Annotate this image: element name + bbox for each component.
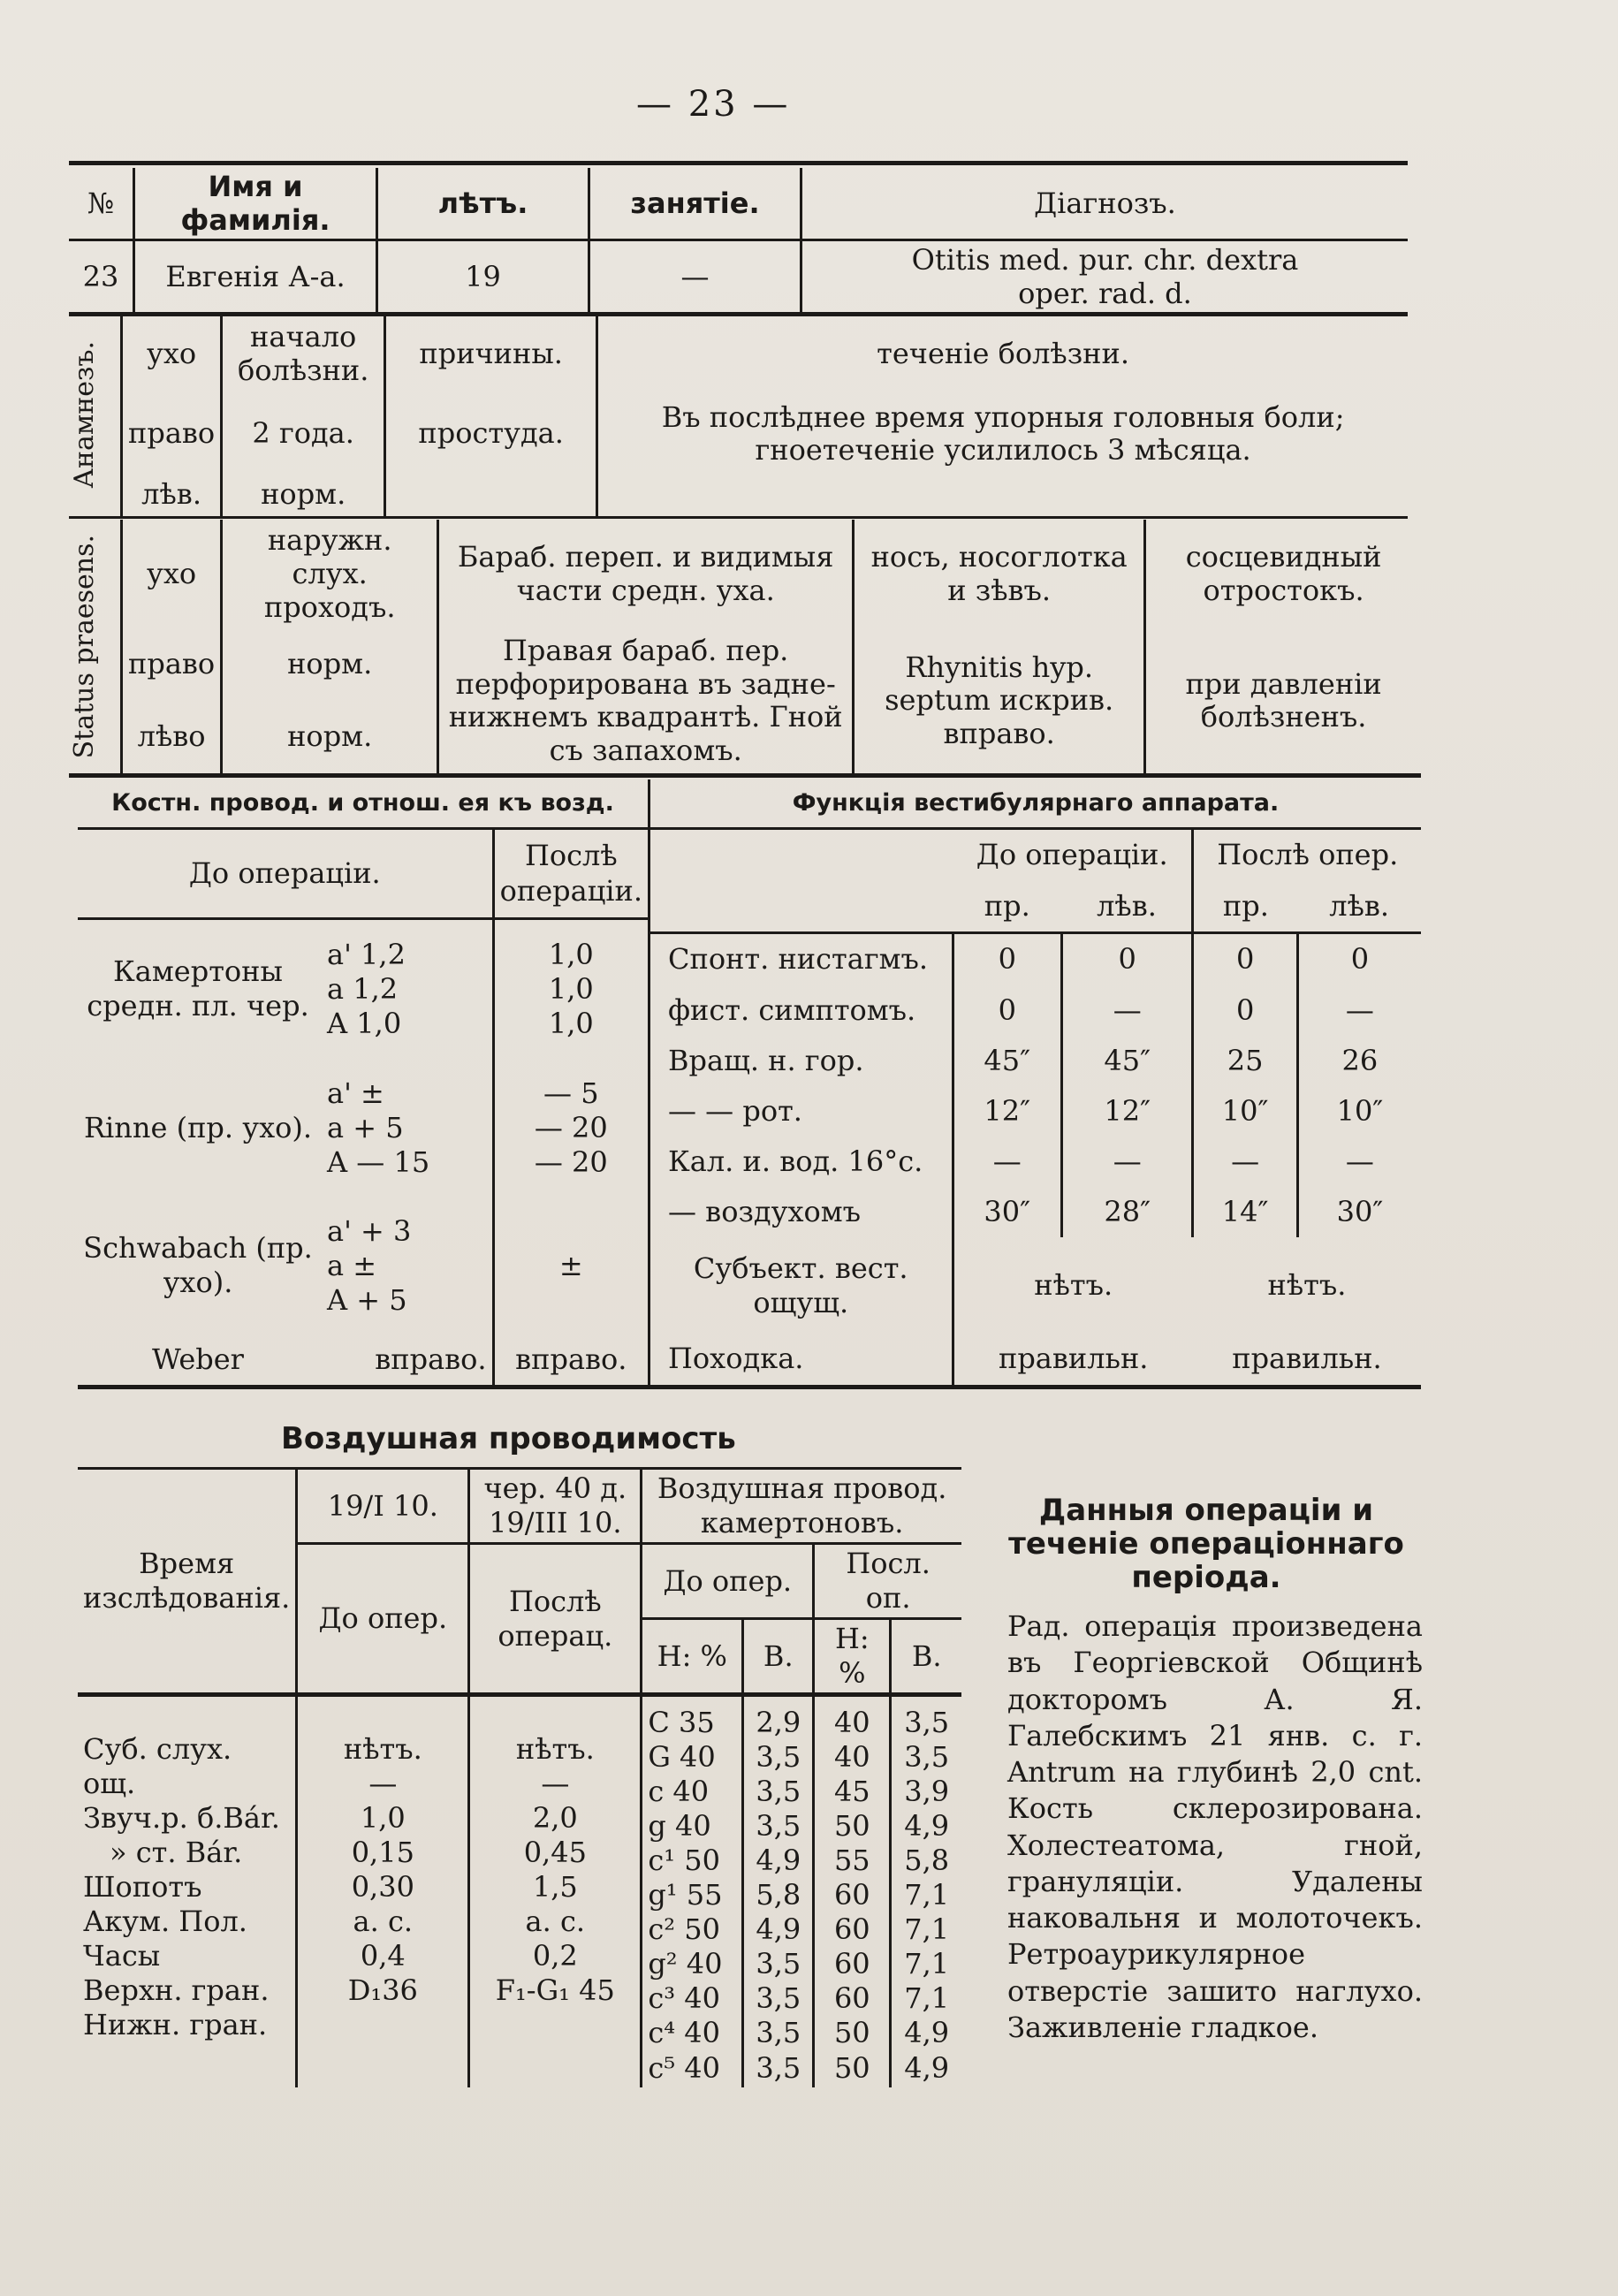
tf-b2: 4,9	[904, 2016, 950, 2050]
air-before-value: 1,0	[360, 1801, 406, 1836]
bone-after: Послѣ операціи.	[493, 829, 648, 919]
status-drum: Бараб. переп. и видимыя части средн. уха.	[438, 520, 854, 629]
tf-before: До опер.	[642, 1544, 814, 1619]
tuning-values	[318, 919, 493, 1059]
vest-row-label: Спонт. нистагмъ.	[649, 933, 953, 985]
tf-after-h	[814, 1695, 891, 2087]
tf-b-after: В.	[891, 1619, 961, 1695]
vest-row	[649, 1187, 1422, 1237]
anamnesis-ear: ухо	[122, 314, 222, 395]
tf-b2: 4,9	[904, 1809, 950, 1844]
tuning-after-2: 1,0	[548, 971, 594, 1006]
tf-after-b	[891, 1695, 961, 2087]
tf-b-before: В.	[743, 1619, 814, 1695]
weber-after: вправо.	[493, 1335, 648, 1387]
tf-h2: 50	[833, 2016, 870, 2050]
air-after-value: —	[541, 1767, 570, 1801]
tf-b2: 3,5	[904, 1706, 950, 1740]
vest-row	[649, 1086, 1422, 1137]
air-after-value: a. c.	[525, 1904, 586, 1939]
air-after-value: 2,0	[532, 1801, 578, 1836]
air-row-label: Нижн. гран.	[83, 2008, 268, 2042]
air-before-value: —	[368, 1767, 398, 1801]
tf-h-after: Н: %	[814, 1619, 891, 1695]
tf-b1: 3,5	[756, 1775, 801, 1809]
tf-h1: c 40	[648, 1775, 710, 1809]
top-rule	[69, 161, 1408, 165]
air-before-value: нѣтъ.	[343, 1732, 422, 1767]
rinne-after-2: — 20	[534, 1110, 608, 1144]
vest-cell: —	[1297, 985, 1421, 1036]
vest-row	[649, 1137, 1422, 1187]
row-name: Евгенія А-а.	[134, 240, 377, 315]
tuning-after-1: 1,0	[548, 937, 594, 971]
air-title: Воздушная проводимость	[281, 1421, 736, 1456]
tf-b1: 3,5	[756, 2016, 801, 2050]
tf-h2: 60	[833, 1981, 870, 2016]
vest-cell: —	[1193, 1137, 1297, 1187]
anamnesis-right-cause: простуда.	[385, 395, 597, 473]
air-time-label: Время изслѣдованія.	[83, 1547, 291, 1616]
vest-cell: —	[1062, 1137, 1193, 1187]
air-before: До опер.	[297, 1544, 469, 1695]
vest-cell: 45″	[1062, 1036, 1193, 1086]
tf-b2: 7,1	[904, 1878, 950, 1912]
col-age: лѣтъ.	[377, 168, 589, 240]
vest-cell: —	[1062, 985, 1193, 1036]
vest-cell: 12″	[1062, 1086, 1193, 1137]
air-before-value: 0,30	[351, 1870, 414, 1904]
air-after-value: 0,2	[532, 1939, 578, 1973]
tf-b2: 7,1	[904, 1981, 950, 2016]
air-before-value: a. c.	[353, 1904, 414, 1939]
weber-before: вправо.	[375, 1342, 487, 1377]
anamnesis-right-course: Въ послѣднее время упорныя головныя боли; гноетеченіе усилилось 3 мѣсяца.	[597, 395, 1408, 473]
vest-cell: 0	[953, 985, 1062, 1036]
vest-cell: 0	[1297, 933, 1421, 985]
vest-cell: 28″	[1062, 1187, 1193, 1237]
tf-h1: g 40	[648, 1809, 711, 1844]
tf-before-h	[642, 1695, 743, 2087]
weber-label: Weber	[152, 1342, 244, 1377]
anamnesis-left: лѣв.	[122, 473, 222, 517]
operation-text: Рад. операція произведена въ Георгіевской Общинѣ докторомъ А. Я. Галебскимъ 21 янв. с. г. Antrum на глубинѣ 2,0 cnt. Кость склерозирована. Холестеатома, гной, грануляціи. Удалены наковальня и молоточекъ. Ретроаурикулярное отверстіе зашито наглухо. Заживленіе гладкое.	[1007, 1609, 1423, 2044]
vest-before: До операціи.	[976, 838, 1168, 872]
vest-row-label: Кал. и. вод. 16°с.	[649, 1137, 953, 1187]
rinne-after-3: — 20	[534, 1144, 608, 1179]
air-after: Послѣ операц.	[469, 1544, 642, 1695]
tf-h-before: Н: %	[642, 1619, 743, 1695]
rinne-after-1: — 5	[543, 1076, 599, 1110]
status-label: Status praesens.	[69, 534, 100, 759]
rinne-row-1: a' ±	[327, 1076, 384, 1110]
tf-b1: 3,5	[756, 1947, 801, 1981]
tf-before-b	[743, 1695, 814, 2087]
tuning-label: Камертоны средн. пл. чер.	[87, 954, 309, 1023]
air-row-label: Акум. Пол.	[83, 1904, 247, 1939]
tf-b1: 4,9	[756, 1844, 801, 1878]
tf-b2: 4,9	[904, 2050, 950, 2085]
vest-cell: 10″	[1193, 1086, 1297, 1137]
tf-b2: 3,9	[904, 1775, 950, 1809]
air-date-2: чер. 40 д. 19/III 10.	[469, 1469, 642, 1544]
schwabach-values	[318, 1197, 493, 1334]
tf-b2: 7,1	[904, 1912, 950, 1947]
tf-h1: g¹ 55	[648, 1878, 723, 1912]
rinne-label: Rinne (пр. ухо).	[83, 1110, 313, 1144]
vest-cell: 0	[953, 933, 1062, 985]
tf-b2: 5,8	[904, 1844, 950, 1878]
air-labels	[78, 1695, 297, 2087]
air-conduction-table	[78, 1467, 961, 2087]
bone-conduction-table	[78, 779, 648, 1389]
tf-h2: 50	[833, 1809, 870, 1844]
diagnosis-line-1: Otitis med. pur. chr. dextra	[911, 243, 1299, 277]
anamnesis-label: Анамнезъ.	[69, 341, 100, 489]
tf-h1: C 35	[648, 1706, 715, 1740]
air-row-label: Часы	[83, 1939, 161, 1973]
tuning-row-2: a 1,2	[327, 971, 399, 1006]
tuning-after	[493, 919, 648, 1059]
vest-gait-label: Походка.	[649, 1334, 953, 1387]
status-right-canal: норм.	[222, 629, 438, 701]
vest-cell: —	[953, 1137, 1062, 1187]
air-date-1: 19/I 10.	[297, 1469, 469, 1544]
air-row-label: Суб. слух. ощ.	[83, 1732, 232, 1801]
tf-h1: c¹ 50	[648, 1844, 720, 1878]
vest-before-right: пр.	[984, 888, 1030, 923]
vest-cell: 0	[1193, 933, 1297, 985]
air-before-value: 0,4	[360, 1939, 406, 1973]
anamnesis-course: теченіе болѣзни.	[597, 314, 1408, 395]
air-row-label: Шопотъ	[83, 1870, 202, 1904]
status-nose: носъ, носоглотка и зѣвъ.	[854, 520, 1145, 629]
tuning-after-3: 1,0	[548, 1006, 594, 1040]
vest-gait-before: правильн.	[953, 1334, 1193, 1387]
vest-cell: —	[1297, 1137, 1421, 1187]
status-left: лѣво	[122, 700, 222, 775]
page-number: — 23 —	[636, 84, 791, 125]
vestibular-table	[648, 779, 1421, 1389]
rinne-row-2: a + 5	[327, 1110, 404, 1144]
tf-h2: 60	[833, 1878, 870, 1912]
status-table	[69, 520, 1421, 778]
vest-before-left: лѣв.	[1097, 888, 1157, 923]
vest-cell: 30″	[1297, 1187, 1421, 1237]
vest-after-right: пр.	[1193, 881, 1297, 933]
col-diagnosis: Діагнозъ.	[801, 168, 1409, 240]
status-right-mastoid: при давленіи болѣзненъ.	[1145, 629, 1421, 776]
tf-h2: 40	[833, 1740, 870, 1775]
schwabach-row-1: a' + 3	[327, 1213, 412, 1248]
air-before-values	[297, 1695, 469, 2087]
status-label-cell	[69, 520, 122, 776]
vest-subj-after: нѣтъ.	[1267, 1268, 1347, 1303]
status-right-drum: Правая бараб. пер. перфорирована въ задне-нижнемъ квадрантѣ. Гной съ запахомъ.	[438, 629, 854, 776]
bone-before: До операціи.	[188, 855, 381, 890]
vest-row-label: — — рот.	[649, 1086, 953, 1137]
tf-h1: c⁴ 40	[648, 2016, 720, 2050]
vest-cell: 0	[1062, 933, 1193, 985]
air-after-value: 0,45	[523, 1836, 587, 1870]
tf-b1: 3,5	[756, 1809, 801, 1844]
vest-cell: 45″	[953, 1036, 1062, 1086]
schwabach-after: ±	[493, 1197, 648, 1334]
row-occupation: —	[589, 240, 801, 315]
status-canal: наружн. слух. проходъ.	[222, 520, 438, 629]
status-ear: ухо	[122, 520, 222, 629]
vest-row	[649, 1036, 1422, 1086]
air-after-values	[469, 1695, 642, 2087]
vest-cell: 10″	[1297, 1086, 1421, 1137]
anamnesis-table	[69, 314, 1408, 519]
air-row-label: Верхн. гран.	[83, 1973, 270, 2008]
vest-cell: 12″	[953, 1086, 1062, 1137]
vest-row-label: Вращ. н. гор.	[649, 1036, 953, 1086]
tf-b1: 3,5	[756, 1740, 801, 1775]
tf-after: Посл. оп.	[814, 1544, 961, 1619]
vest-cell: 26	[1297, 1036, 1421, 1086]
air-after-value: F₁-G₁ 45	[495, 1973, 615, 2008]
vest-row	[649, 933, 1422, 985]
tf-h1: c³ 40	[648, 1981, 720, 2016]
tf-h2: 60	[833, 1912, 870, 1947]
tf-h2: 45	[833, 1775, 870, 1809]
rinne-row-3: A — 15	[327, 1144, 430, 1179]
tf-h1: c² 50	[648, 1912, 720, 1947]
tf-h2: 40	[833, 1706, 870, 1740]
tf-h2: 55	[833, 1844, 870, 1878]
row-diagnosis	[801, 240, 1409, 315]
vest-cell: 14″	[1193, 1187, 1297, 1237]
tf-b2: 3,5	[904, 1740, 950, 1775]
bone-title: Костн. провод. и отнош. ея къ возд.	[111, 788, 614, 817]
vest-cell: 0	[1193, 985, 1297, 1036]
anamnesis-left-onset: норм.	[222, 473, 385, 517]
vestibular-title: Функція вестибулярнаго аппарата.	[649, 779, 1422, 829]
air-before-value: D₁36	[347, 1973, 418, 2008]
anamnesis-right-onset: 2 года.	[222, 395, 385, 473]
status-mastoid: сосцевидный отростокъ.	[1145, 520, 1421, 629]
tf-b1: 2,9	[756, 1706, 801, 1740]
vest-row-label: — воздухомъ	[649, 1187, 953, 1237]
row-no: 23	[82, 260, 119, 293]
anamnesis-causes: причины.	[385, 314, 597, 395]
tuning-row-1: a' 1,2	[327, 937, 406, 971]
vest-after-left: лѣв.	[1329, 888, 1390, 923]
tf-b2: 7,1	[904, 1947, 950, 1981]
air-before-value: 0,15	[351, 1836, 414, 1870]
operation-title: Данныя операціи и теченіе операціоннаго періода.	[1008, 1493, 1404, 1596]
tf-b1: 3,5	[756, 1981, 801, 2016]
col-name: Имя и фамилія.	[134, 168, 377, 240]
status-right: право	[122, 629, 222, 701]
tf-h1: G 40	[648, 1740, 716, 1775]
vest-row	[649, 985, 1422, 1036]
tf-b1: 4,9	[756, 1912, 801, 1947]
status-left-canal: норм.	[222, 700, 438, 775]
anamnesis-right: право	[122, 395, 222, 473]
air-after-value: 1,5	[532, 1870, 578, 1904]
schwabach-label: Schwabach (пр. ухо).	[83, 1231, 313, 1300]
tf-h1: g² 40	[648, 1947, 723, 1981]
anamnesis-label-cell	[69, 314, 122, 518]
tf-h2: 50	[833, 2050, 870, 2085]
vest-row-label: фист. симптомъ.	[649, 985, 953, 1036]
rinne-values	[318, 1059, 493, 1197]
vest-cell: 25	[1193, 1036, 1297, 1086]
tf-h1: c⁵ 40	[648, 2050, 720, 2085]
patient-header-table	[69, 168, 1408, 316]
schwabach-row-2: a ±	[327, 1248, 377, 1282]
tuning-row-3: A 1,0	[327, 1006, 402, 1040]
status-right-nose: Rhynitis hyp. septum искрив. вправо.	[854, 629, 1145, 776]
air-row-label: Звуч.р. б.Bár.	[83, 1801, 280, 1836]
vest-cell: 30″	[953, 1187, 1062, 1237]
tf-title: Воздушная провод. камертоновъ.	[642, 1469, 961, 1544]
vest-after: Послѣ опер.	[1193, 829, 1421, 881]
vest-subj-before: нѣтъ.	[953, 1237, 1193, 1334]
rinne-after	[493, 1059, 648, 1197]
tf-b1: 5,8	[756, 1878, 801, 1912]
vest-gait-after: правильн.	[1232, 1342, 1382, 1376]
diagnosis-line-2: oper. rad. d.	[1018, 277, 1192, 310]
tf-b1: 3,5	[756, 2050, 801, 2085]
schwabach-row-3: A + 5	[327, 1282, 407, 1317]
tf-h2: 60	[833, 1947, 870, 1981]
col-no: №	[87, 186, 115, 220]
vest-subj-label: Субъект. вест. ощущ.	[649, 1237, 953, 1334]
anamnesis-onset: начало болѣзни.	[222, 314, 385, 395]
col-occupation: занятіе.	[589, 168, 801, 240]
air-after-value: нѣтъ.	[515, 1732, 595, 1767]
air-row-label: » ст. Bár.	[110, 1836, 243, 1870]
row-age: 19	[377, 240, 589, 315]
